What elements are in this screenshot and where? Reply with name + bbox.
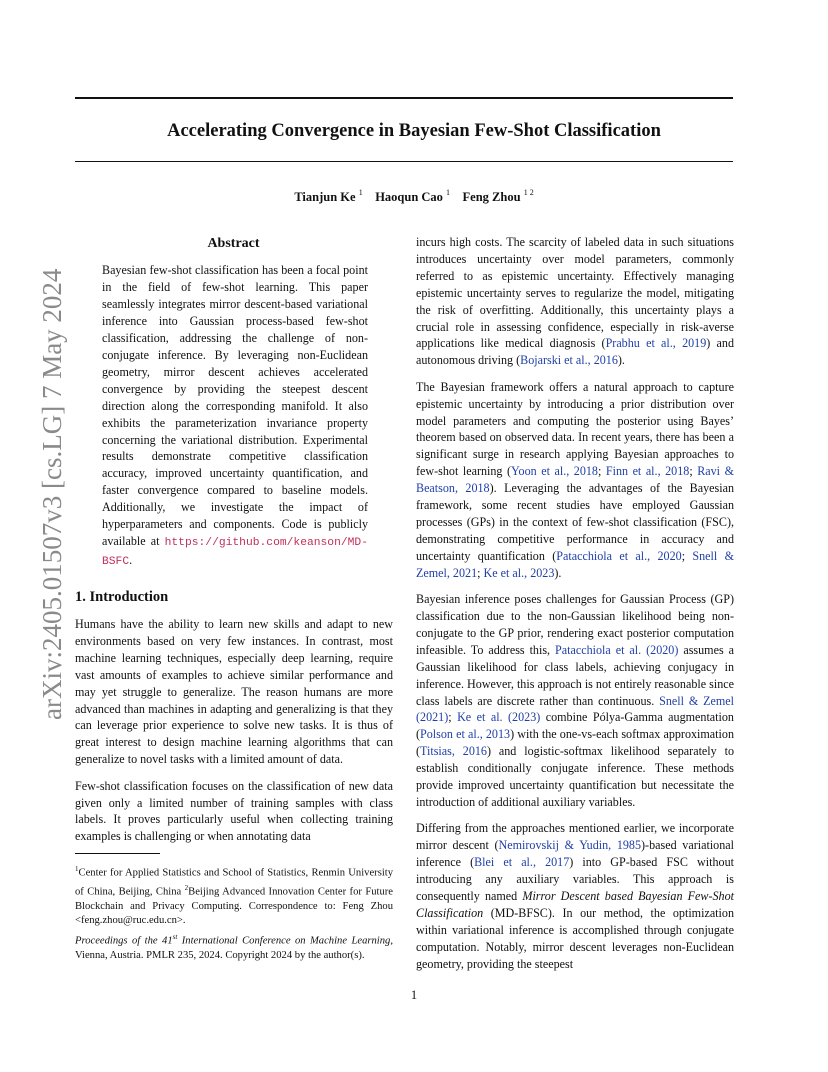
- citation-link[interactable]: Polson et al., 2013: [420, 727, 511, 742]
- author-name: Haoqun Cao: [375, 190, 443, 204]
- left-column-body: [75, 616, 393, 855]
- affiliation-text: Center for Applied Statistics and School of Statistics, Renmin University of China, Beijing, China: [75, 867, 393, 898]
- arxiv-identifier: arXiv:2405.01507v3 [cs.LG] 7 May 2024: [37, 268, 67, 720]
- citation-link[interactable]: Nemirovskij & Yudin, 1985: [498, 838, 642, 853]
- citation-link[interactable]: Prabhu et al., 2019: [605, 336, 707, 351]
- citation-link[interactable]: Snell & Zemel (2021): [416, 693, 734, 725]
- right-column-body: [416, 234, 734, 982]
- author-affiliation: 1 2: [523, 188, 534, 197]
- intro-paragraph: Humans have the ability to learn new skills and adapt to new environments based on very few instances. In contrast, most machine learning techniques, especially deep learning, require vast amounts of examples to achieve similar performance and may yet struggle to generalize. The reason humans are more advanced than machines in adapting and generalizing is that they can leverage prior experience to solve new tasks. It is thus of great interest to design machine learning algorithms that can generalize to novel tasks with a limited amount of data.: [75, 617, 393, 767]
- title-rule-top: [75, 97, 733, 99]
- paragraph-text: ).: [617, 353, 625, 368]
- paragraph-text: )-based variational inference (: [416, 838, 734, 870]
- section-heading-introduction: 1. Introduction: [75, 589, 169, 605]
- intro-paragraph: Few-shot classification focuses on the classification of new data given only a limited number of training samples with class labels. It proves particularly useful when collecting training examples is challenging or when annotating data: [75, 778, 393, 844]
- proceedings-ordinal: st: [172, 933, 178, 941]
- proceedings-text: Proceedings of the: [75, 935, 163, 947]
- citation-link[interactable]: Yoon et al., 2018: [511, 464, 598, 479]
- paragraph-text: ) into GP-based FSC without introducing any auxiliary variables. This approach is consequently named: [416, 855, 735, 904]
- body-paragraph: [416, 820, 734, 972]
- paragraph-text: The Bayesian framework offers a natural approach to capture epistemic uncertainty by introducing a prior distribution over model parameters and computing the posterior using Bayes’ theorem based on observed data. In recent years, there has been a significant surge in research applying Bayesian approaches to few-shot learning (: [416, 379, 734, 479]
- paragraph-text: (MD-BFSC). In our method, the optimization within variational inference is accomplished through conjugate computation. Notably, mirror descent leverages non-Euclidean geometry, providing the steepest: [416, 905, 734, 971]
- code-url-link[interactable]: https://github.com/keanson/MD-BSFC: [102, 537, 368, 569]
- citation-link[interactable]: Finn et al., 2018: [605, 464, 690, 479]
- citation-link[interactable]: Titsias, 2016: [420, 744, 487, 759]
- page-number: 1: [410, 988, 418, 1002]
- abstract-end: .: [129, 553, 133, 568]
- citation-link[interactable]: Ke et al. (2023): [457, 710, 541, 725]
- citation-separator: ;: [477, 565, 484, 580]
- paragraph-text: ). Leveraging the advantages of the Bayesian framework, some recent studies have employed Gaussian processes (GPs) in the context of few-shot classification (FSC), demonstrating competitive performance in accuracy and uncertainty quantification (: [416, 481, 734, 563]
- paragraph-text: Bayesian inference poses challenges for Gaussian Process (GP) classification due to the non-Gaussian likelihood being non-conjugate to the GP prior, rendering exact posterior computation infeasible. To address this,: [416, 592, 734, 657]
- paragraph-text: ) and logistic-softmax likelihood separately to establish conditionally conjugate inference. These methods provide improved uncertainty quantification but necessitate the introduction of additional auxiliary variables.: [416, 744, 735, 809]
- author-affiliation: 1: [358, 188, 363, 197]
- paragraph-text: incurs high costs. The scarcity of labeled data in such situations introduces uncertainty over model parameters, commonly referred to as epistemic uncertainty. Effectively managing epistemic uncertainty serves to regularize the model, mitigating the risk of overfitting. Additionally, this uncertainty plays a crucial role in assessing confidence, especially in risk-averse applications like medical diagnosis (: [416, 235, 734, 351]
- author-name: Feng Zhou: [462, 190, 521, 204]
- citation-separator: ;: [689, 464, 698, 479]
- proceedings-conference: International Conference on Machine Learning: [177, 935, 391, 947]
- footnote-rule: [75, 853, 160, 854]
- citation-link[interactable]: Blei et al., 2017: [474, 855, 570, 870]
- citation-link[interactable]: Ravi & Beatson, 2018: [416, 464, 734, 496]
- paragraph-text: Differing from the approaches mentioned earlier, we incorporate mirror descent (: [416, 821, 734, 853]
- citation-separator: ;: [597, 464, 606, 479]
- proceedings-note: [75, 930, 393, 963]
- proceedings-details: , Vienna, Austria. PMLR 235, 2024. Copyright 2024 by the author(s).: [75, 935, 393, 961]
- proceedings-number: 41: [162, 935, 173, 947]
- author-affiliation: 1: [446, 188, 451, 197]
- citation-link[interactable]: Patacchiola et al., 2020: [556, 548, 682, 563]
- footnote-marker: 1: [75, 865, 79, 873]
- paragraph-text: assumes a Gaussian likelihood for class labels, achieving conjugacy in inference. However, this approach is not entirely reasonable since class labels are discrete rather than continuous.: [416, 642, 734, 708]
- method-name: Mirror Descent based Bayesian Few-Shot Classification: [416, 889, 734, 920]
- paragraph-text: ) and autonomous driving (: [416, 336, 735, 368]
- abstract-body: [102, 262, 368, 571]
- citation-separator: ;: [681, 548, 693, 563]
- citation-link[interactable]: Bojarski et al., 2016: [520, 353, 618, 368]
- paragraph-text: combine Pólya-Gamma augmentation (: [416, 710, 734, 742]
- citation-separator: ;: [448, 710, 458, 725]
- paragraph-text: ) with the one-vs-each softmax approximation (: [416, 727, 734, 759]
- body-paragraph: [416, 234, 734, 369]
- title-rule-bottom: [75, 161, 733, 162]
- paragraph-text: ).: [554, 565, 562, 580]
- author-list: [0, 190, 828, 205]
- affiliation-text: Beijing Advanced Innovation Center for Future Blockchain and Privacy Computing. Correspondence to: Feng Zhou <feng.zhou@ruc.edu.cn>.: [75, 886, 393, 926]
- abstract-text: Bayesian few-shot classification has been a focal point in the field of few-shot learning. This paper seamlessly integrates mirror descent-based variational inference into Gaussian process-based few-shot classification, addressing the challenge of non-conjugate inference. By leveraging non-Euclidean geometry, mirror descent achieves accelerated convergence by providing the steepest descent direction along the corresponding manifold. It also exhibits the parameterization invariance property concerning the variational distribution. Experimental results demonstrate competitive classification accuracy, improved uncertainty quantification, and faster convergence compared to baseline models. Additionally, we investigate the impact of hyperparameters and components. Code is publicly available at: [102, 263, 368, 549]
- body-paragraph: [416, 379, 734, 582]
- citation-link[interactable]: Ke et al., 2023: [483, 565, 555, 580]
- citation-link[interactable]: Snell & Zemel, 2021: [416, 548, 735, 580]
- footnote-marker: 2: [184, 883, 189, 892]
- affiliation-footnote: [75, 862, 393, 928]
- author-name: Tianjun Ke: [294, 190, 356, 204]
- citation-link[interactable]: Patacchiola et al. (2020): [555, 642, 679, 657]
- body-paragraph: [416, 591, 734, 811]
- abstract-heading: Abstract: [207, 236, 260, 251]
- paper-title: Accelerating Convergence in Bayesian Few-Shot Classification: [167, 121, 661, 141]
